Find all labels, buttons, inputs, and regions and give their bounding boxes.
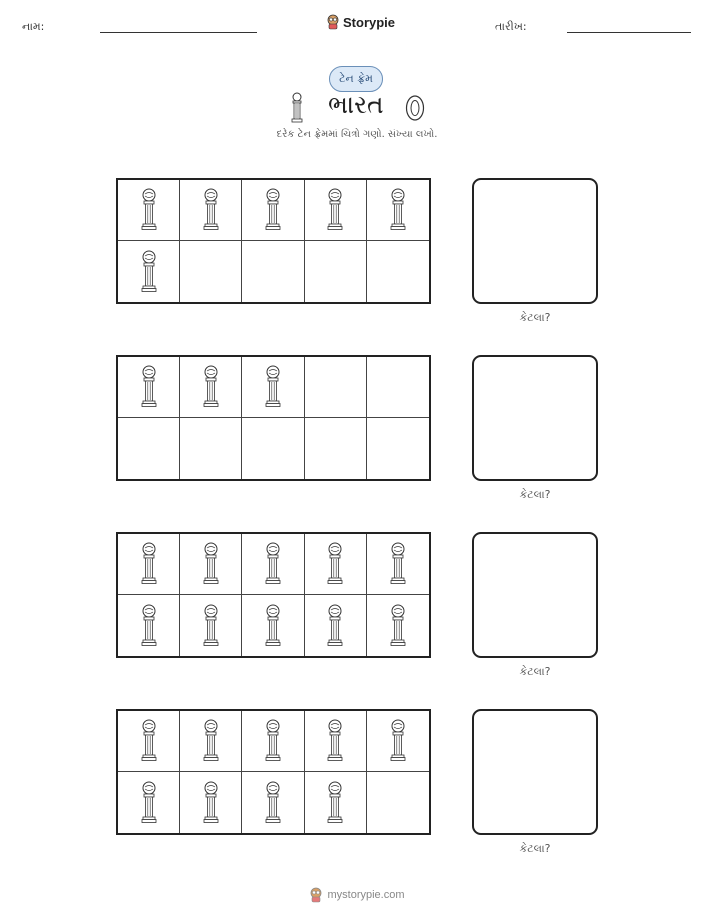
pillar-globe-icon xyxy=(141,250,157,294)
answer-box-1[interactable] xyxy=(472,178,598,304)
frame-2 xyxy=(116,355,431,481)
pillar-globe-icon xyxy=(203,719,219,763)
frame-cell xyxy=(118,180,180,241)
pillar-globe-icon xyxy=(141,542,157,586)
frame-cell xyxy=(305,534,367,595)
brand-name: Storypie xyxy=(343,14,396,30)
pillar-globe-icon xyxy=(265,542,281,586)
answer-label-4: કેટલા? xyxy=(519,842,551,855)
date-line[interactable] xyxy=(567,32,691,33)
frame-cell xyxy=(305,595,367,656)
frame-cell xyxy=(242,711,304,772)
pillar-globe-icon xyxy=(327,542,343,586)
pillar-globe-icon xyxy=(327,188,343,232)
pillar-globe-icon xyxy=(141,604,157,648)
pillar-globe-icon xyxy=(141,365,157,409)
frame-cell xyxy=(305,711,367,772)
frame-cell xyxy=(118,595,180,656)
date-label: તારીખ: xyxy=(495,20,527,33)
pillar-globe-icon xyxy=(265,365,281,409)
topic-badge: ટેન ફ્રેમ xyxy=(329,66,383,92)
frame-cell xyxy=(118,772,180,833)
frame-cell xyxy=(367,180,429,241)
frame-cell xyxy=(367,418,429,479)
frame-cell xyxy=(305,357,367,418)
frame-cell xyxy=(180,241,242,302)
pillar-globe-icon xyxy=(265,719,281,763)
pillar-globe-icon xyxy=(265,781,281,825)
pillar-globe-icon xyxy=(141,719,157,763)
pillar-globe-icon xyxy=(265,604,281,648)
frame-cell xyxy=(305,241,367,302)
zero-digit-icon xyxy=(405,94,425,122)
frame-3 xyxy=(116,532,431,658)
storypie-logo xyxy=(326,14,395,30)
pillar-globe-icon xyxy=(203,604,219,648)
name-line[interactable] xyxy=(100,32,257,33)
title-row xyxy=(0,90,714,126)
frame-1 xyxy=(116,178,431,304)
page-title: ભારત xyxy=(328,90,384,119)
frame-cell xyxy=(180,772,242,833)
frame-cell xyxy=(180,180,242,241)
frame-cell xyxy=(367,711,429,772)
frame-cell xyxy=(242,418,304,479)
frame-cell xyxy=(180,534,242,595)
frame-cell xyxy=(367,241,429,302)
footer-site: mystorypie.com xyxy=(327,889,405,901)
pillar-globe-icon xyxy=(203,188,219,232)
pillar-globe-icon xyxy=(390,604,406,648)
answer-box-3[interactable] xyxy=(472,532,598,658)
name-label: નામ: xyxy=(22,20,45,33)
frame-cell xyxy=(305,418,367,479)
pillar-globe-icon xyxy=(203,781,219,825)
frame-cell xyxy=(367,772,429,833)
answer-label-2: કેટલા? xyxy=(519,488,551,501)
frame-cell xyxy=(118,418,180,479)
frame-cell xyxy=(242,595,304,656)
frame-cell xyxy=(242,357,304,418)
frame-cell xyxy=(242,180,304,241)
pillar-globe-icon xyxy=(141,188,157,232)
answer-box-4[interactable] xyxy=(472,709,598,835)
pillar-globe-icon xyxy=(203,365,219,409)
frame-cell xyxy=(180,357,242,418)
frame-cell xyxy=(242,241,304,302)
frame-cell xyxy=(180,418,242,479)
mascot-icon xyxy=(309,887,323,903)
answer-label-1: કેટલા? xyxy=(519,311,551,324)
frame-cell xyxy=(305,772,367,833)
pillar-globe-icon xyxy=(327,604,343,648)
pillar-globe-icon xyxy=(327,719,343,763)
pillar-globe-icon xyxy=(327,781,343,825)
pillar-globe-icon xyxy=(390,188,406,232)
frame-cell xyxy=(242,772,304,833)
frame-cell xyxy=(180,711,242,772)
frame-cell xyxy=(118,357,180,418)
frame-cell xyxy=(305,180,367,241)
frame-4 xyxy=(116,709,431,835)
frame-cell xyxy=(118,534,180,595)
frame-cell xyxy=(367,534,429,595)
mascot-icon xyxy=(326,14,340,30)
pillar-globe-icon xyxy=(203,542,219,586)
answer-label-3: કેટલા? xyxy=(519,665,551,678)
pillar-globe-icon xyxy=(290,92,304,124)
pillar-globe-icon xyxy=(265,188,281,232)
frame-cell xyxy=(118,241,180,302)
frame-cell xyxy=(367,595,429,656)
frame-cell xyxy=(180,595,242,656)
frame-cell xyxy=(118,711,180,772)
instructions: દરેક ટેન ફ્રેમમાં ચિત્રો ગણો. સંખ્યા લખો. xyxy=(276,129,438,140)
frame-cell xyxy=(367,357,429,418)
answer-box-2[interactable] xyxy=(472,355,598,481)
footer xyxy=(0,887,714,903)
pillar-globe-icon xyxy=(390,542,406,586)
pillar-globe-icon xyxy=(141,781,157,825)
frame-cell xyxy=(242,534,304,595)
pillar-globe-icon xyxy=(390,719,406,763)
